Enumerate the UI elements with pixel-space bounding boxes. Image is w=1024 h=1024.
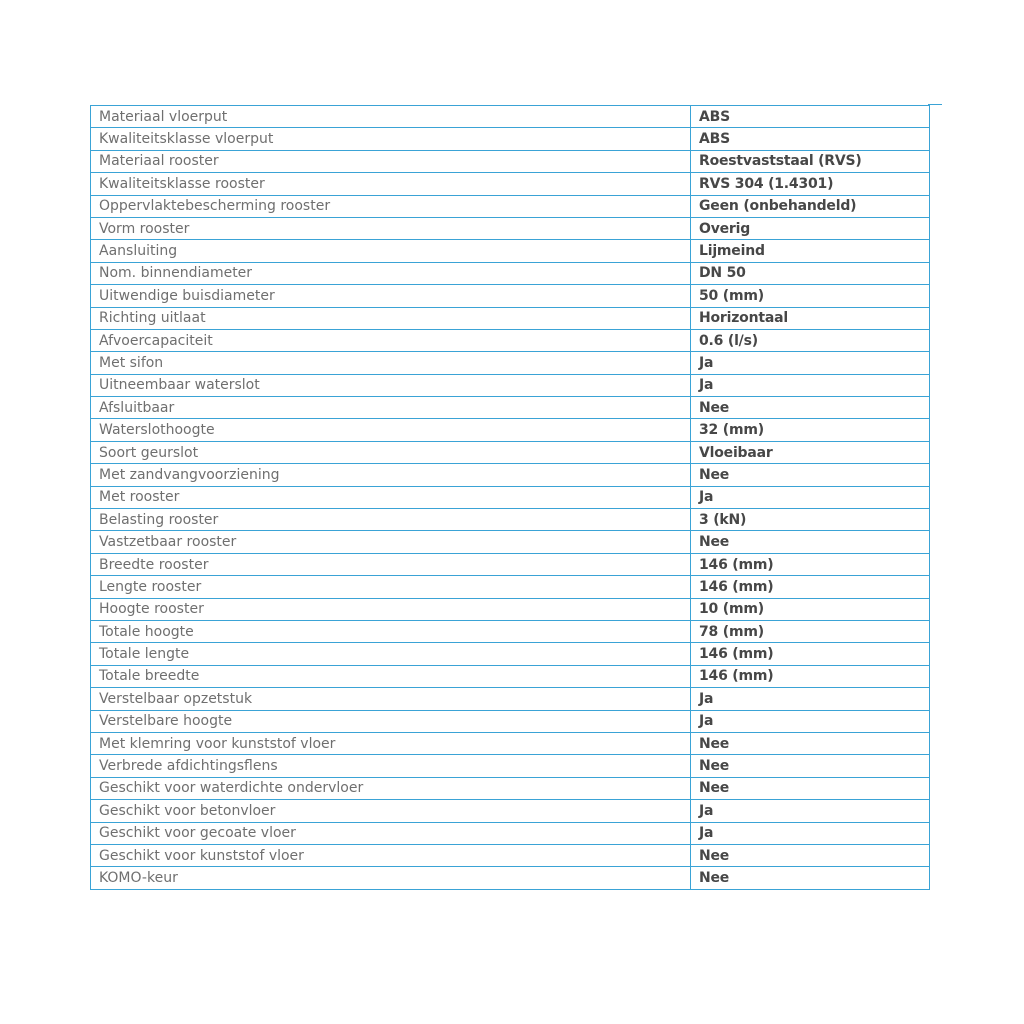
table-row xyxy=(91,800,930,822)
table-row xyxy=(91,710,930,732)
spec-value: 146 (mm) xyxy=(691,665,930,687)
spec-value: Ja xyxy=(691,486,930,508)
table-row xyxy=(91,307,930,329)
spec-label: Verstelbaar opzetstuk xyxy=(91,688,691,710)
spec-label: Belasting rooster xyxy=(91,509,691,531)
table-row xyxy=(91,329,930,351)
spec-label: Kwaliteitsklasse vloerput xyxy=(91,128,691,150)
table-row xyxy=(91,598,930,620)
spec-label: Geschikt voor gecoate vloer xyxy=(91,822,691,844)
spec-label: Lengte rooster xyxy=(91,576,691,598)
spec-label: Afvoercapaciteit xyxy=(91,329,691,351)
spec-value: Ja xyxy=(691,352,930,374)
spec-label: Vastzetbaar rooster xyxy=(91,531,691,553)
spec-value: DN 50 xyxy=(691,262,930,284)
spec-value: 146 (mm) xyxy=(691,576,930,598)
spec-value: Lijmeind xyxy=(691,240,930,262)
spec-value: Roestvaststaal (RVS) xyxy=(691,150,930,172)
spec-value: 78 (mm) xyxy=(691,620,930,642)
table-row xyxy=(91,173,930,195)
spec-label: Soort geurslot xyxy=(91,441,691,463)
spec-value: 3 (kN) xyxy=(691,509,930,531)
spec-value: 146 (mm) xyxy=(691,553,930,575)
spec-value: Ja xyxy=(691,374,930,396)
table-row xyxy=(91,240,930,262)
spec-table-body xyxy=(91,106,930,890)
table-row xyxy=(91,128,930,150)
spec-value: Nee xyxy=(691,531,930,553)
spec-label: Materiaal rooster xyxy=(91,150,691,172)
spec-label: Geschikt voor betonvloer xyxy=(91,800,691,822)
table-row xyxy=(91,509,930,531)
spec-value: RVS 304 (1.4301) xyxy=(691,173,930,195)
spec-label: Vorm rooster xyxy=(91,217,691,239)
spec-value: Ja xyxy=(691,710,930,732)
spec-label: Totale lengte xyxy=(91,643,691,665)
spec-label: Materiaal vloerput xyxy=(91,106,691,128)
spec-value: ABS xyxy=(691,128,930,150)
spec-value: Nee xyxy=(691,755,930,777)
spec-label: Aansluiting xyxy=(91,240,691,262)
table-row xyxy=(91,106,930,128)
table-row xyxy=(91,397,930,419)
spec-label: Uitneembaar waterslot xyxy=(91,374,691,396)
spec-value: Horizontaal xyxy=(691,307,930,329)
spec-value: Nee xyxy=(691,732,930,754)
spec-label: KOMO-keur xyxy=(91,867,691,889)
spec-label: Nom. binnendiameter xyxy=(91,262,691,284)
spec-label: Breedte rooster xyxy=(91,553,691,575)
table-row xyxy=(91,777,930,799)
table-row xyxy=(91,732,930,754)
spec-label: Kwaliteitsklasse rooster xyxy=(91,173,691,195)
spec-label: Met zandvangvoorziening xyxy=(91,464,691,486)
spec-value: ABS xyxy=(691,106,930,128)
spec-value: Nee xyxy=(691,844,930,866)
table-row xyxy=(91,262,930,284)
spec-value: Nee xyxy=(691,777,930,799)
spec-label: Verstelbare hoogte xyxy=(91,710,691,732)
table-row xyxy=(91,576,930,598)
table-row xyxy=(91,441,930,463)
table-row xyxy=(91,285,930,307)
spec-value: Nee xyxy=(691,867,930,889)
spec-value: 10 (mm) xyxy=(691,598,930,620)
spec-label: Waterslothoogte xyxy=(91,419,691,441)
spec-value: Vloeibaar xyxy=(691,441,930,463)
table-row xyxy=(91,531,930,553)
spec-value: Nee xyxy=(691,397,930,419)
spec-value: Nee xyxy=(691,464,930,486)
spec-value: 0.6 (l/s) xyxy=(691,329,930,351)
table-row xyxy=(91,217,930,239)
spec-value: Overig xyxy=(691,217,930,239)
table-row xyxy=(91,464,930,486)
spec-label: Met sifon xyxy=(91,352,691,374)
table-row xyxy=(91,195,930,217)
spec-value: 50 (mm) xyxy=(691,285,930,307)
spec-label: Verbrede afdichtingsflens xyxy=(91,755,691,777)
spec-value: 146 (mm) xyxy=(691,643,930,665)
spec-label: Oppervlaktebescherming rooster xyxy=(91,195,691,217)
table-row xyxy=(91,867,930,889)
table-top-rule xyxy=(928,104,942,105)
table-row xyxy=(91,665,930,687)
table-row xyxy=(91,844,930,866)
spec-label: Met rooster xyxy=(91,486,691,508)
spec-label: Geschikt voor waterdichte ondervloer xyxy=(91,777,691,799)
spec-value: Geen (onbehandeld) xyxy=(691,195,930,217)
table-row xyxy=(91,352,930,374)
spec-label: Totale hoogte xyxy=(91,620,691,642)
spec-label: Totale breedte xyxy=(91,665,691,687)
table-row xyxy=(91,486,930,508)
spec-label: Uitwendige buisdiameter xyxy=(91,285,691,307)
table-row xyxy=(91,374,930,396)
table-row xyxy=(91,150,930,172)
spec-value: Ja xyxy=(691,800,930,822)
spec-label: Afsluitbaar xyxy=(91,397,691,419)
spec-value: 32 (mm) xyxy=(691,419,930,441)
table-row xyxy=(91,755,930,777)
spec-label: Met klemring voor kunststof vloer xyxy=(91,732,691,754)
table-row xyxy=(91,822,930,844)
spec-value: Ja xyxy=(691,822,930,844)
spec-table xyxy=(90,105,930,890)
table-row xyxy=(91,620,930,642)
spec-label: Geschikt voor kunststof vloer xyxy=(91,844,691,866)
spec-label: Hoogte rooster xyxy=(91,598,691,620)
spec-table-container xyxy=(90,105,930,890)
table-row xyxy=(91,419,930,441)
table-row xyxy=(91,688,930,710)
spec-value: Ja xyxy=(691,688,930,710)
spec-label: Richting uitlaat xyxy=(91,307,691,329)
table-row xyxy=(91,643,930,665)
table-row xyxy=(91,553,930,575)
